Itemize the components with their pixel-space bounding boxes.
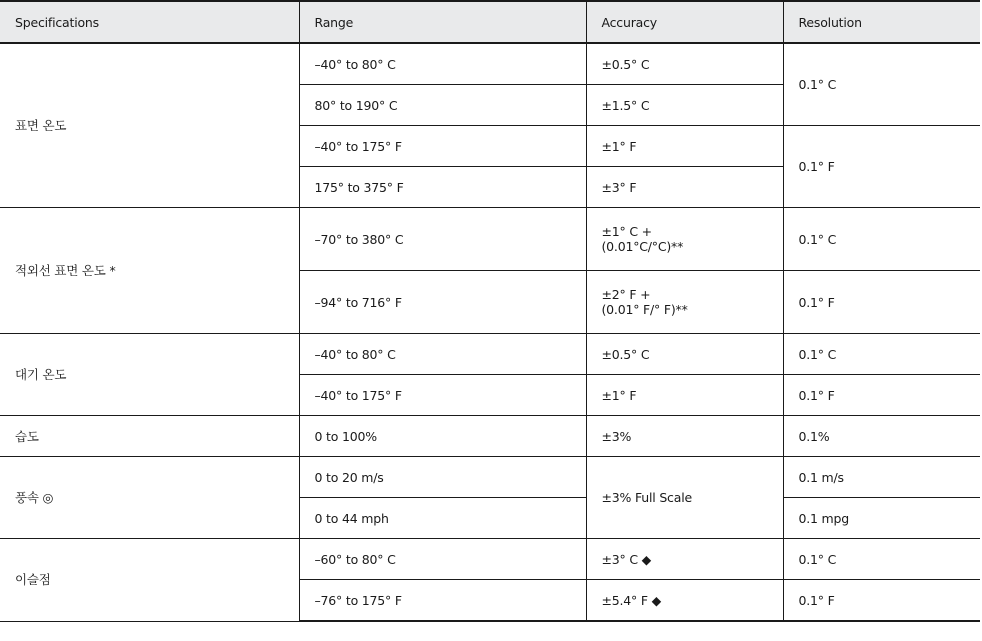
range-cell: 0 to 100% xyxy=(299,416,586,457)
resolution-cell: 0.1° F xyxy=(783,375,980,416)
range-cell: –60° to 80° C xyxy=(299,539,586,580)
table-row xyxy=(0,539,980,580)
resolution-cell: 0.1 mpg xyxy=(783,498,980,539)
resolution-cell: 0.1° F xyxy=(783,580,980,622)
range-cell: 80° to 190° C xyxy=(299,85,586,126)
resolution-cell: 0.1° C xyxy=(783,334,980,375)
accuracy-cell: ±1° F xyxy=(586,375,783,416)
accuracy-cell xyxy=(586,208,783,271)
humidity-label: 습도 xyxy=(0,416,299,457)
ir-surface-temp-label: 적외선 표면 온도 * xyxy=(0,208,299,334)
air-temp-label: 대기 온도 xyxy=(0,334,299,416)
accuracy-cell xyxy=(586,271,783,334)
accuracy-cell: ±3% Full Scale xyxy=(586,457,783,539)
range-cell: –40° to 80° C xyxy=(299,334,586,375)
range-cell: 0 to 20 m/s xyxy=(299,457,586,498)
accuracy-cell: ±1° F xyxy=(586,126,783,167)
resolution-cell: 0.1% xyxy=(783,416,980,457)
table-row xyxy=(0,457,980,498)
wind-speed-label: 풍속 ◎ xyxy=(0,457,299,539)
range-cell: –40° to 80° C xyxy=(299,43,586,85)
accuracy-cell: ±0.5° C xyxy=(586,334,783,375)
accuracy-cell: ±0.5° C xyxy=(586,43,783,85)
resolution-cell: 0.1 m/s xyxy=(783,457,980,498)
header-accuracy: Accuracy xyxy=(586,1,783,43)
range-cell: –76° to 175° F xyxy=(299,580,586,622)
header-specifications: Specifications xyxy=(0,1,299,43)
table-row xyxy=(0,43,980,85)
resolution-cell: 0.1° F xyxy=(783,271,980,334)
accuracy-line: ±2° F + xyxy=(601,287,651,302)
accuracy-cell: ±3° F xyxy=(586,167,783,208)
accuracy-cell: ±1.5° C xyxy=(586,85,783,126)
surface-temp-label: 표면 온도 xyxy=(0,43,299,208)
range-cell: –70° to 380° C xyxy=(299,208,586,271)
accuracy-cell: ±5.4° F ◆ xyxy=(586,580,783,622)
resolution-cell: 0.1° C xyxy=(783,43,980,126)
header-resolution: Resolution xyxy=(783,1,980,43)
dew-point-label: 이슬점 xyxy=(0,539,299,622)
resolution-cell: 0.1° F xyxy=(783,126,980,208)
range-cell: 175° to 375° F xyxy=(299,167,586,208)
resolution-cell: 0.1° C xyxy=(783,539,980,580)
accuracy-cell: ±3% xyxy=(586,416,783,457)
resolution-cell: 0.1° C xyxy=(783,208,980,271)
range-cell: 0 to 44 mph xyxy=(299,498,586,539)
header-row xyxy=(0,1,980,43)
accuracy-line: (0.01° F/° F)** xyxy=(601,302,688,317)
accuracy-cell: ±3° C ◆ xyxy=(586,539,783,580)
table-row xyxy=(0,416,980,457)
accuracy-line: (0.01°C/°C)** xyxy=(601,239,684,254)
header-range: Range xyxy=(299,1,586,43)
range-cell: –40° to 175° F xyxy=(299,375,586,416)
accuracy-line: ±1° C + xyxy=(601,224,652,239)
table-row xyxy=(0,334,980,375)
range-cell: –94° to 716° F xyxy=(299,271,586,334)
table-row xyxy=(0,208,980,271)
range-cell: –40° to 175° F xyxy=(299,126,586,167)
